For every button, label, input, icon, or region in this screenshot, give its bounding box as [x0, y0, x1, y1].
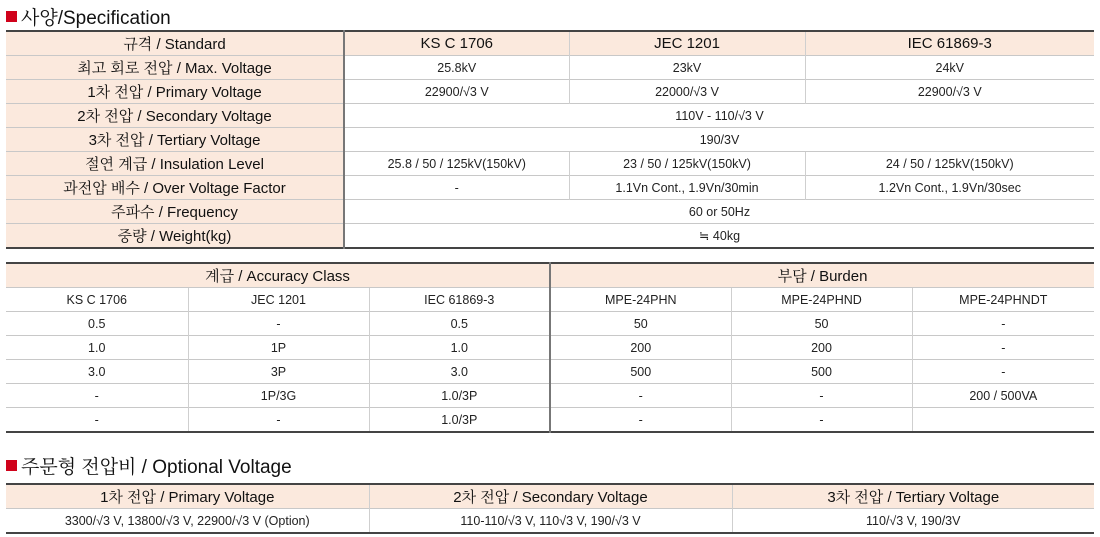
table-cell: 1.0: [369, 336, 550, 360]
row-label: 과전압 배수 / Over Voltage Factor: [6, 176, 344, 200]
table-row: [6, 104, 1094, 128]
table-cell-merged: 110V - 110/√3 V: [344, 104, 1094, 128]
section-title-specification: 사양/Specification: [6, 3, 171, 30]
table-cell: [912, 408, 1094, 433]
table-cell: -: [6, 408, 188, 433]
table-row: [6, 128, 1094, 152]
optional-voltage-table: [6, 483, 1094, 534]
table-cell: 22900/√3 V: [344, 80, 569, 104]
table-cell: -: [731, 408, 912, 433]
table-cell: 24kV: [805, 56, 1094, 80]
row-label: 절연 계급 / Insulation Level: [6, 152, 344, 176]
table-cell: 3.0: [6, 360, 188, 384]
table-cell: -: [912, 312, 1094, 336]
table-cell: -: [550, 408, 731, 433]
table-cell: 24 / 50 / 125kV(150kV): [805, 152, 1094, 176]
table-cell: -: [912, 336, 1094, 360]
table-cell-merged: ≒ 40kg: [344, 224, 1094, 249]
table-header-row: [6, 31, 1094, 56]
table-row: [6, 408, 1094, 433]
table-cell: -: [731, 384, 912, 408]
section-title-optional-voltage: 주문형 전압비 / Optional Voltage: [6, 452, 292, 479]
table-cell: 22900/√3 V: [805, 80, 1094, 104]
table-cell: 23kV: [569, 56, 805, 80]
table-row: [6, 384, 1094, 408]
table-row: [6, 336, 1094, 360]
header-cell: KS C 1706: [344, 31, 569, 56]
table-cell: -: [188, 312, 369, 336]
table-row: [6, 56, 1094, 80]
row-label: 2차 전압 / Secondary Voltage: [6, 104, 344, 128]
table-cell: 3.0: [369, 360, 550, 384]
table-row: [6, 312, 1094, 336]
table-cell: 0.5: [369, 312, 550, 336]
accuracy-class-header: 계급 / Accuracy Class: [6, 263, 550, 288]
header-cell: 1차 전압 / Primary Voltage: [6, 484, 369, 509]
table-cell: 3P: [188, 360, 369, 384]
subheader-cell: MPE-24PHNDT: [912, 288, 1094, 312]
table-subheader-row: [6, 288, 1094, 312]
table-cell: 110-110/√3 V, 110√3 V, 190/√3 V: [369, 509, 732, 534]
subheader-cell: MPE-24PHN: [550, 288, 731, 312]
table-cell: 500: [550, 360, 731, 384]
row-label: 3차 전압 / Tertiary Voltage: [6, 128, 344, 152]
table-row: [6, 152, 1094, 176]
table-cell: 110/√3 V, 190/3V: [732, 509, 1094, 534]
table-group-header-row: [6, 263, 1094, 288]
table-cell: 23 / 50 / 125kV(150kV): [569, 152, 805, 176]
table-cell: -: [6, 384, 188, 408]
table-cell: 200: [731, 336, 912, 360]
table-row: [6, 80, 1094, 104]
table-cell: 3300/√3 V, 13800/√3 V, 22900/√3 V (Option): [6, 509, 369, 534]
header-cell: JEC 1201: [569, 31, 805, 56]
row-label: 1차 전압 / Primary Voltage: [6, 80, 344, 104]
header-cell: 3차 전압 / Tertiary Voltage: [732, 484, 1094, 509]
header-cell: 2차 전압 / Secondary Voltage: [369, 484, 732, 509]
subheader-cell: JEC 1201: [188, 288, 369, 312]
table-cell-merged: 190/3V: [344, 128, 1094, 152]
table-cell: 500: [731, 360, 912, 384]
table-cell: 22000/√3 V: [569, 80, 805, 104]
table-header-row: [6, 484, 1094, 509]
table-row: [6, 360, 1094, 384]
burden-header: 부담 / Burden: [550, 263, 1094, 288]
table-cell: 50: [550, 312, 731, 336]
subheader-cell: MPE-24PHND: [731, 288, 912, 312]
table-cell-merged: 60 or 50Hz: [344, 200, 1094, 224]
table-cell: 1P: [188, 336, 369, 360]
red-square-icon: [6, 460, 17, 471]
header-cell: IEC 61869-3: [805, 31, 1094, 56]
accuracy-burden-table: [6, 262, 1094, 433]
subheader-cell: KS C 1706: [6, 288, 188, 312]
table-cell: 1.0/3P: [369, 384, 550, 408]
row-label: 최고 회로 전압 / Max. Voltage: [6, 56, 344, 80]
table-cell: -: [188, 408, 369, 433]
table-cell: -: [344, 176, 569, 200]
table-cell: 50: [731, 312, 912, 336]
header-cell: 규격 / Standard: [6, 31, 344, 56]
table-row: [6, 509, 1094, 534]
table-cell: 25.8 / 50 / 125kV(150kV): [344, 152, 569, 176]
table-cell: 0.5: [6, 312, 188, 336]
specification-table: [6, 30, 1094, 249]
table-row: [6, 176, 1094, 200]
table-cell: -: [550, 384, 731, 408]
table-cell: 1P/3G: [188, 384, 369, 408]
row-label: 중량 / Weight(kg): [6, 224, 344, 249]
table-cell: -: [912, 360, 1094, 384]
red-square-icon: [6, 11, 17, 22]
table-cell: 1.0: [6, 336, 188, 360]
table-row: [6, 224, 1094, 249]
table-cell: 200 / 500VA: [912, 384, 1094, 408]
row-label: 주파수 / Frequency: [6, 200, 344, 224]
table-row: [6, 200, 1094, 224]
table-cell: 1.1Vn Cont., 1.9Vn/30min: [569, 176, 805, 200]
table-cell: 25.8kV: [344, 56, 569, 80]
table-cell: 1.0/3P: [369, 408, 550, 433]
table-cell: 1.2Vn Cont., 1.9Vn/30sec: [805, 176, 1094, 200]
subheader-cell: IEC 61869-3: [369, 288, 550, 312]
table-cell: 200: [550, 336, 731, 360]
